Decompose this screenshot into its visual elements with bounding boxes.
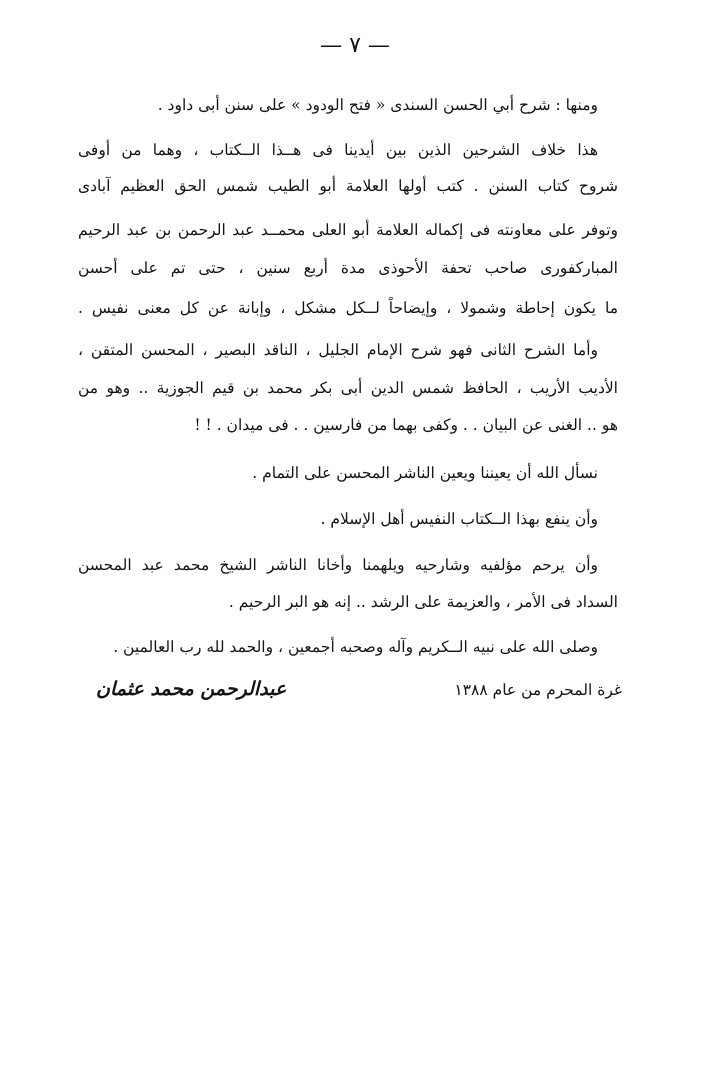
paragraph-line: وأما الشرح الثانى فهو شرح الإمام الجليل ، الناقد البصير ، المحسن المتقن ، [78,341,598,359]
page-number: — ٧ — [320,33,390,58]
paragraph-line: وأن ينفع بهذا الــكتاب النفيس أهل الإسلام . [320,510,598,528]
paragraph-line: شروح كتاب السنن . كتب أولها العلامة أبو الطيب شمس الحق العظيم آبادى [78,177,618,195]
paragraph-line: المباركفورى صاحب تحفة الأحوذى مدة أربع سنين ، حتى تم على أحسن [78,259,618,277]
paragraph-line: السداد فى الأمر ، والعزيمة على الرشد .. إنه هو البر الرحيم . [228,593,618,611]
paragraph-line: وأن يرحم مؤلفيه وشارحيه ويلهمنا وأخانا الناشر الشيخ محمد عبد المحسن [78,556,598,574]
paragraph-line: ومنها : شرح أبي الحسن السندى « فتح الودود » على سنن أبى داود . [157,96,598,114]
paragraph-line: نسأل الله أن يعيننا ويعين الناشر المحسن على التمام . [252,464,598,482]
closing-row [96,676,622,706]
paragraph-line: وصلى الله على نبيه الــكريم وآله وصحبه أجمعين ، والحمد لله رب العالمين . [113,638,598,656]
paragraph-line: وتوفر على معاونته فى إكماله العلامة أبو العلى محمــد عبد الرحمن بن عبد الرحيم [78,221,618,239]
closing-date: غرة المحرم من عام ١٣٨٨ [454,681,622,699]
paragraph-line: ما يكون إحاطة وشمولا ، وإيضاحاً لــكل مشكل ، وإبانة عن كل معنى نفيس . [78,299,618,317]
paragraph-line: هو .. الغنى عن البيان . . وكفى بهما من فارسين . . فى ميدان . ! ! [194,416,618,434]
paragraph-line: هذا خلاف الشرحين الذين بين أيدينا فى هــذا الــكتاب ، وهما من أوفى [78,141,598,159]
paragraph-line: الأديب الأريب ، الحافظ شمس الدين أبى بكر محمد بن قيم الجوزية .. وهو من [78,379,618,397]
author-signature: عبدالرحمن محمد عثمان [96,678,287,700]
